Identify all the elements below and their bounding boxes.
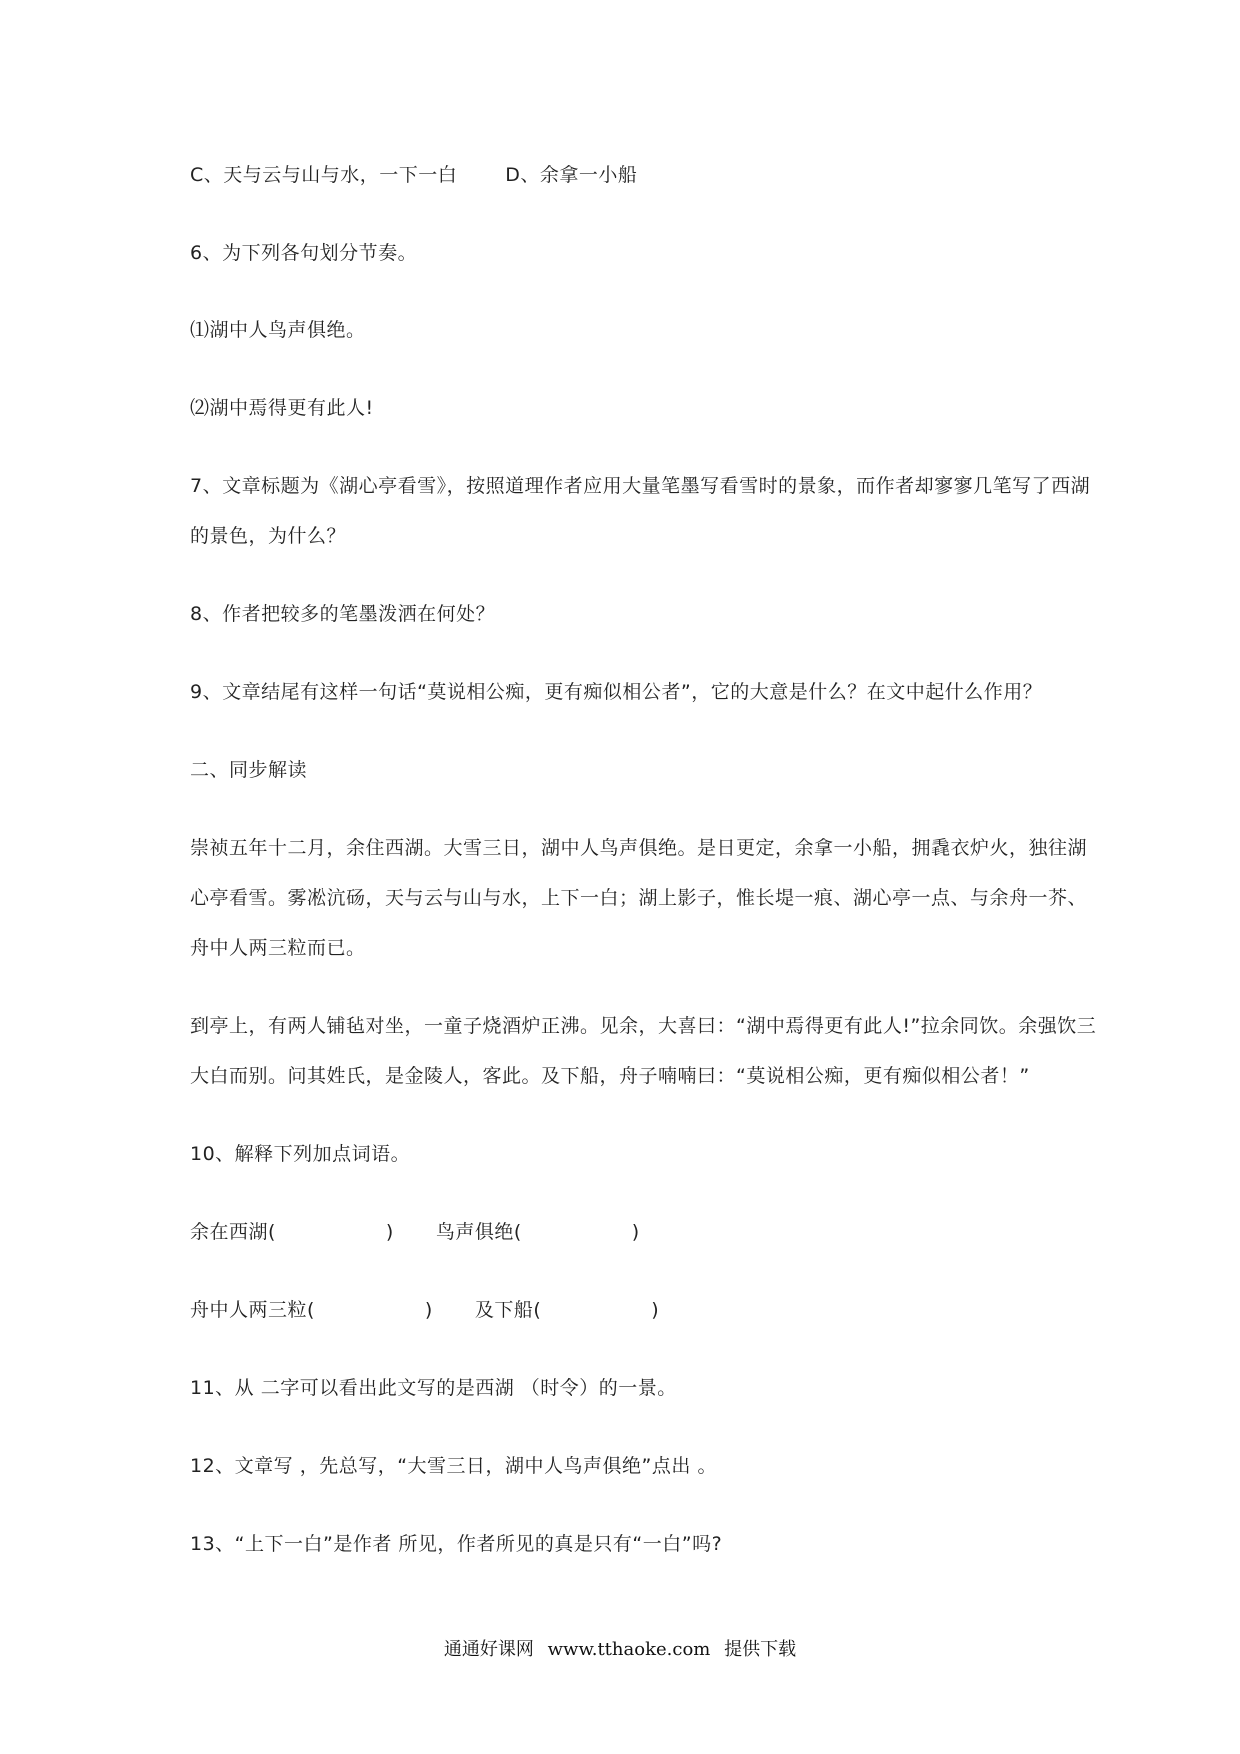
- q10-row-1: [190, 1220, 640, 1244]
- q13-text: 13、“上下一白”是作者 所见，作者所见的真是只有“一白”吗?: [190, 1533, 723, 1555]
- q5-option-c: C、天与云与山与水，一下一白: [190, 164, 458, 186]
- q6-item-1: ⑴湖中人鸟声俱绝。: [190, 319, 366, 341]
- footer-suffix: 提供下载: [724, 1639, 797, 1660]
- q10-blank-label: 鸟声俱绝(: [435, 1221, 522, 1243]
- q10-blank-close: ): [385, 1221, 394, 1243]
- q5-options-line: [190, 163, 637, 187]
- q12-text: 12、文章写 ，先总写，“大雪三日，湖中人鸟声俱绝”点出 。: [190, 1455, 717, 1477]
- q6-title: 6、为下列各句划分节奏。: [190, 242, 418, 264]
- page-footer: [0, 1635, 1240, 1661]
- passage1-line-3: 舟中人两三粒而已。: [190, 937, 366, 959]
- q10-title: 10、解释下列加点词语。: [190, 1143, 411, 1165]
- q10-blank-label: 舟中人两三粒(: [190, 1299, 315, 1321]
- footer-site-name: 通通好课网: [443, 1639, 534, 1660]
- section-heading: 二、同步解读: [190, 759, 308, 781]
- footer-url: www.tthaoke.com: [547, 1639, 711, 1660]
- passage2-line-1: 到亭上，有两人铺毡对坐，一童子烧酒炉正沸。见余，大喜曰：“湖中焉得更有此人!”拉余同饮。余强饮三: [190, 1015, 1097, 1037]
- q5-option-d: D、余拿一小船: [505, 164, 638, 186]
- q10-blank-close: ): [424, 1299, 433, 1321]
- q7-line-1: 7、文章标题为《湖心亭看雪》，按照道理作者应用大量笔墨写看雪时的景象，而作者却寥寥几笔写了西湖: [190, 475, 1091, 497]
- passage1-line-1: 崇祯五年十二月，余住西湖。大雪三日，湖中人鸟声俱绝。是日更定，余拿一小船，拥毳衣炉火，独往湖: [190, 837, 1088, 859]
- q9-text: 9、文章结尾有这样一句话“莫说相公痴，更有痴似相公者”，它的大意是什么？在文中起什么作用？: [190, 681, 1043, 703]
- q10-blank-label: 及下船(: [474, 1299, 542, 1321]
- q10-row-2: [190, 1298, 659, 1322]
- passage2-line-2: 大白而别。问其姓氏，是金陵人，客此。及下船，舟子喃喃曰：“莫说相公痴，更有痴似相公者！”: [190, 1065, 1030, 1087]
- q10-blank-close: ): [631, 1221, 640, 1243]
- q8-text: 8、作者把较多的笔墨泼洒在何处？: [190, 603, 496, 625]
- q7-line-2: 的景色，为什么？: [190, 525, 347, 547]
- q10-blank-close: ): [651, 1299, 660, 1321]
- q6-item-2: ⑵湖中焉得更有此人!: [190, 397, 374, 419]
- q11-text: 11、从 二字可以看出此文写的是西湖 （时令）的一景。: [190, 1377, 677, 1399]
- q10-blank-label: 余在西湖(: [190, 1221, 276, 1243]
- passage1-line-2: 心亭看雪。雾凇沆砀，天与云与山与水，上下一白；湖上影子，惟长堤一痕、湖心亭一点、与余舟一芥、: [190, 887, 1088, 909]
